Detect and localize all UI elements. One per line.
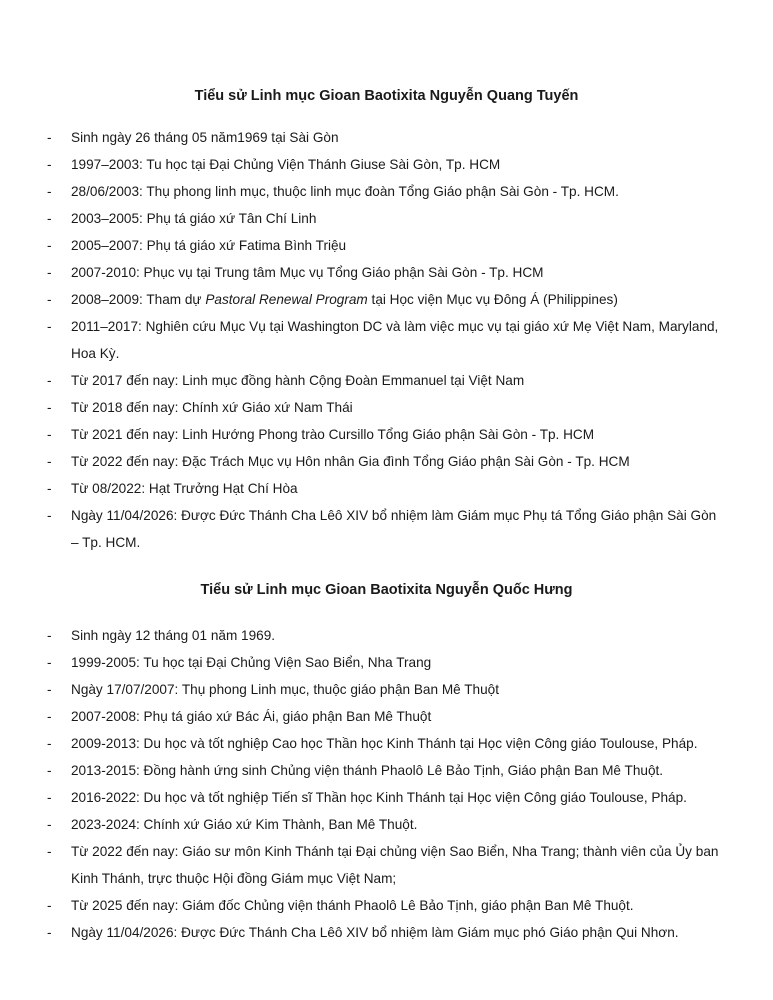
biography-list-hung [0,622,773,946]
list-item [0,151,773,178]
list-item [0,124,773,151]
bullet-dash: - [47,736,52,751]
bullet-dash: - [47,655,52,670]
list-item [0,421,773,448]
list-item [0,448,773,475]
bullet-dash: - [47,400,52,415]
list-item [0,919,773,946]
bullet-dash: - [47,184,52,199]
list-item-text: 2023-2024: Chính xứ Giáo xứ Kim Thành, Ban Mê Thuột. [71,817,418,832]
bullet-dash: - [47,211,52,226]
list-item [0,313,773,367]
section-title-tuyen: Tiểu sử Linh mục Gioan Baotixita Nguyễn Quang Tuyến [194,88,579,104]
list-item-italic-text: Pastoral Renewal Program [205,292,368,307]
bullet-dash: - [47,427,52,442]
bullet-dash: - [47,790,52,805]
bullet-dash: - [47,481,52,496]
list-item [0,730,773,757]
list-item [0,676,773,703]
list-item [0,784,773,811]
list-item [0,286,773,313]
list-item [0,892,773,919]
list-item-text: Từ 2022 đến nay: Đặc Trách Mục vụ Hôn nhân Gia đình Tổng Giáo phận Sài Gòn - Tp. HCM [71,454,630,469]
list-item [0,703,773,730]
list-item-text: 2007-2010: Phục vụ tại Trung tâm Mục vụ Tổng Giáo phận Sài Gòn - Tp. HCM [71,265,544,280]
list-item [0,205,773,232]
list-item [0,622,773,649]
list-item-text: 2016-2022: Du học và tốt nghiệp Tiến sĩ Thần học Kinh Thánh tại Học viện Công giáo Toulouse, Pháp. [71,790,687,805]
list-item [0,838,773,892]
list-item [0,502,773,556]
bullet-dash: - [47,925,52,940]
bullet-dash: - [47,319,52,334]
bullet-dash: - [47,682,52,697]
list-item-text: 2007-2008: Phụ tá giáo xứ Bác Ái, giáo phận Ban Mê Thuột [71,709,432,724]
bullet-dash: - [47,373,52,388]
bullet-dash: - [47,817,52,832]
list-item-text: Từ 2021 đến nay: Linh Hướng Phong trào Cursillo Tổng Giáo phận Sài Gòn - Tp. HCM [71,427,595,442]
list-item-text: 2008–2009: Tham dự [71,292,206,307]
list-item [0,649,773,676]
list-item [0,757,773,784]
bullet-dash: - [47,265,52,280]
list-item-text: 2011–2017: Nghiên cứu Mục Vụ tại Washington DC và làm việc mục vụ tại giáo xứ Mẹ Việt Nam, Maryland, Hoa Kỳ. [71,319,719,361]
list-item [0,394,773,421]
list-item [0,811,773,838]
bullet-dash: - [47,763,52,778]
bullet-dash: - [47,238,52,253]
list-item [0,232,773,259]
list-item-text: Từ 2017 đến nay: Linh mục đồng hành Cộng Đoàn Emmanuel tại Việt Nam [71,373,525,388]
bullet-dash: - [47,157,52,172]
list-item-text: Ngày 11/04/2026: Được Đức Thánh Cha Lêô XIV bổ nhiệm làm Giám mục phó Giáo phận Qui Nhơn. [71,925,679,940]
list-item-text: Ngày 11/04/2026: Được Đức Thánh Cha Lêô XIV bổ nhiệm làm Giám mục Phụ tá Tổng Giáo phận Sài Gòn – Tp. HCM. [71,508,717,550]
list-item-text: Sinh ngày 26 tháng 05 năm1969 tại Sài Gòn [71,130,339,145]
list-item-text: 28/06/2003: Thụ phong linh mục, thuộc linh mục đoàn Tổng Giáo phận Sài Gòn - Tp. HCM. [71,184,619,199]
bullet-dash: - [47,454,52,469]
list-item-text: Ngày 17/07/2007: Thụ phong Linh mục, thuộc giáo phận Ban Mê Thuột [71,682,500,697]
list-item-text: 2003–2005: Phụ tá giáo xứ Tân Chí Linh [71,211,317,226]
list-item-text: Từ 2022 đến nay: Giáo sư môn Kinh Thánh tại Đại chủng viện Sao Biển, Nha Trang; thành viên của Ủy ban Kinh Thánh, trực thuộc Hội đồng Giám mục Việt Nam; [71,844,719,886]
list-item [0,475,773,502]
list-item-text: Từ 2025 đến nay: Giám đốc Chủng viện thánh Phaolô Lê Bảo Tịnh, giáo phận Ban Mê Thuột. [71,898,634,913]
bullet-dash: - [47,628,52,643]
bullet-dash: - [47,292,52,307]
list-item [0,367,773,394]
bullet-dash: - [47,844,52,859]
list-item-text: Từ 08/2022: Hạt Trưởng Hạt Chí Hòa [71,481,298,496]
list-item-text: Từ 2018 đến nay: Chính xứ Giáo xứ Nam Thái [71,400,353,415]
list-item-text: tại Học viện Mục vụ Đông Á (Philippines) [367,292,618,307]
section-title-hung: Tiểu sử Linh mục Gioan Baotixita Nguyễn Quốc Hưng [200,582,573,598]
list-item [0,178,773,205]
list-item-text: 2013-2015: Đồng hành ứng sinh Chủng viện thánh Phaolô Lê Bảo Tịnh, Giáo phận Ban Mê Thuột. [71,763,664,778]
bullet-dash: - [47,709,52,724]
bullet-dash: - [47,898,52,913]
list-item-text: 1997–2003: Tu học tại Đại Chủng Viện Thánh Giuse Sài Gòn, Tp. HCM [71,157,501,172]
bullet-dash: - [47,130,52,145]
list-item-text: 1999-2005: Tu học tại Đại Chủng Viện Sao Biển, Nha Trang [71,655,432,670]
list-item-text: Sinh ngày 12 tháng 01 năm 1969. [71,628,276,643]
bullet-dash: - [47,508,52,523]
list-item [0,259,773,286]
list-item-text: 2009-2013: Du học và tốt nghiệp Cao học Thần học Kinh Thánh tại Học viện Công giáo Toulouse, Pháp. [71,736,698,751]
list-item-text: 2005–2007: Phụ tá giáo xứ Fatima Bình Triệu [71,238,347,253]
biography-list-tuyen [0,124,773,556]
